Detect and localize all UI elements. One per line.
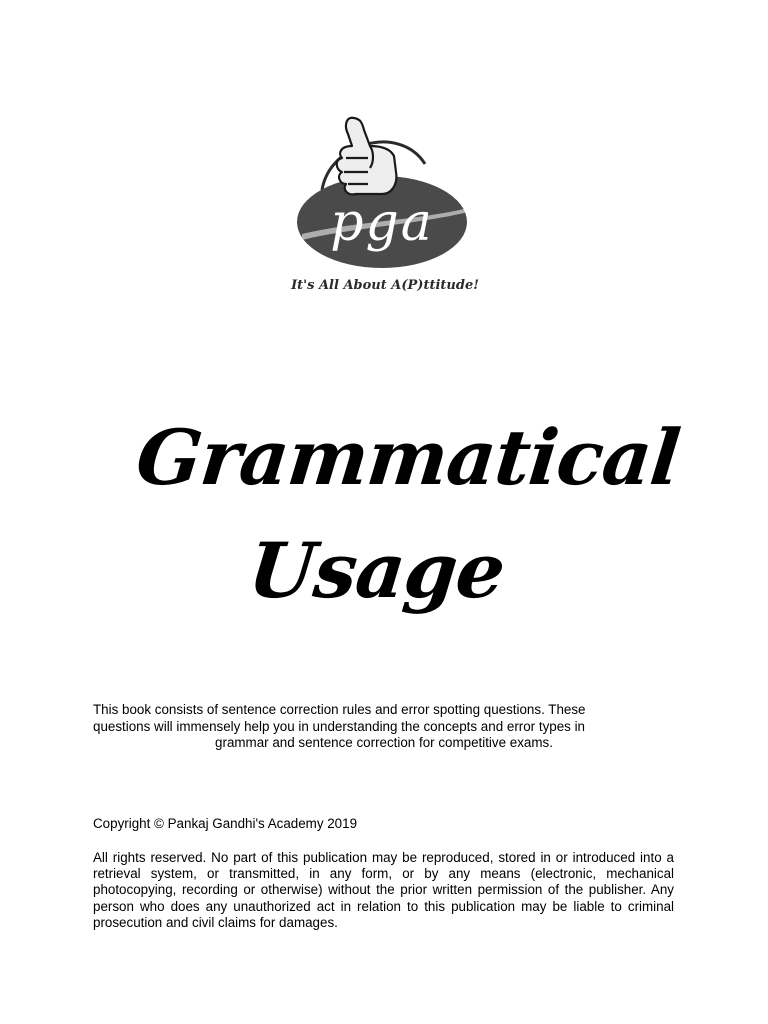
description-line-3: grammar and sentence correction for competitive exams.	[215, 735, 553, 750]
description-line-2: questions will immensely help you in understanding the concepts and error types in	[93, 718, 586, 734]
thumbs-up-icon	[337, 118, 397, 195]
description-line-1: This book consists of sentence correction rules and error spotting questions. These	[93, 702, 586, 717]
copyright-notice: Copyright © Pankaj Gandhi's Academy 2019	[93, 816, 358, 831]
pga-logo	[290, 112, 474, 277]
book-title-line-2: Usage	[244, 526, 509, 615]
rights-reserved-notice: All rights reserved. No part of this publication may be reproduced, stored in or introduced into a retrieval system, or transmitted, in any form, or by any means (electronic, mechanical photocopying, recording or otherwise) without the prior written permission of the publisher. Any person who does any unauthorized act in relation to this publication may be liable to criminal prosecution and civil claims for damages.	[93, 850, 674, 930]
logo-tagline: It's All About A(P)ttitude!	[291, 278, 479, 293]
book-description	[93, 702, 675, 752]
logo-lettering: pga	[330, 193, 434, 253]
book-title-line-1: Grammatical	[132, 413, 684, 502]
